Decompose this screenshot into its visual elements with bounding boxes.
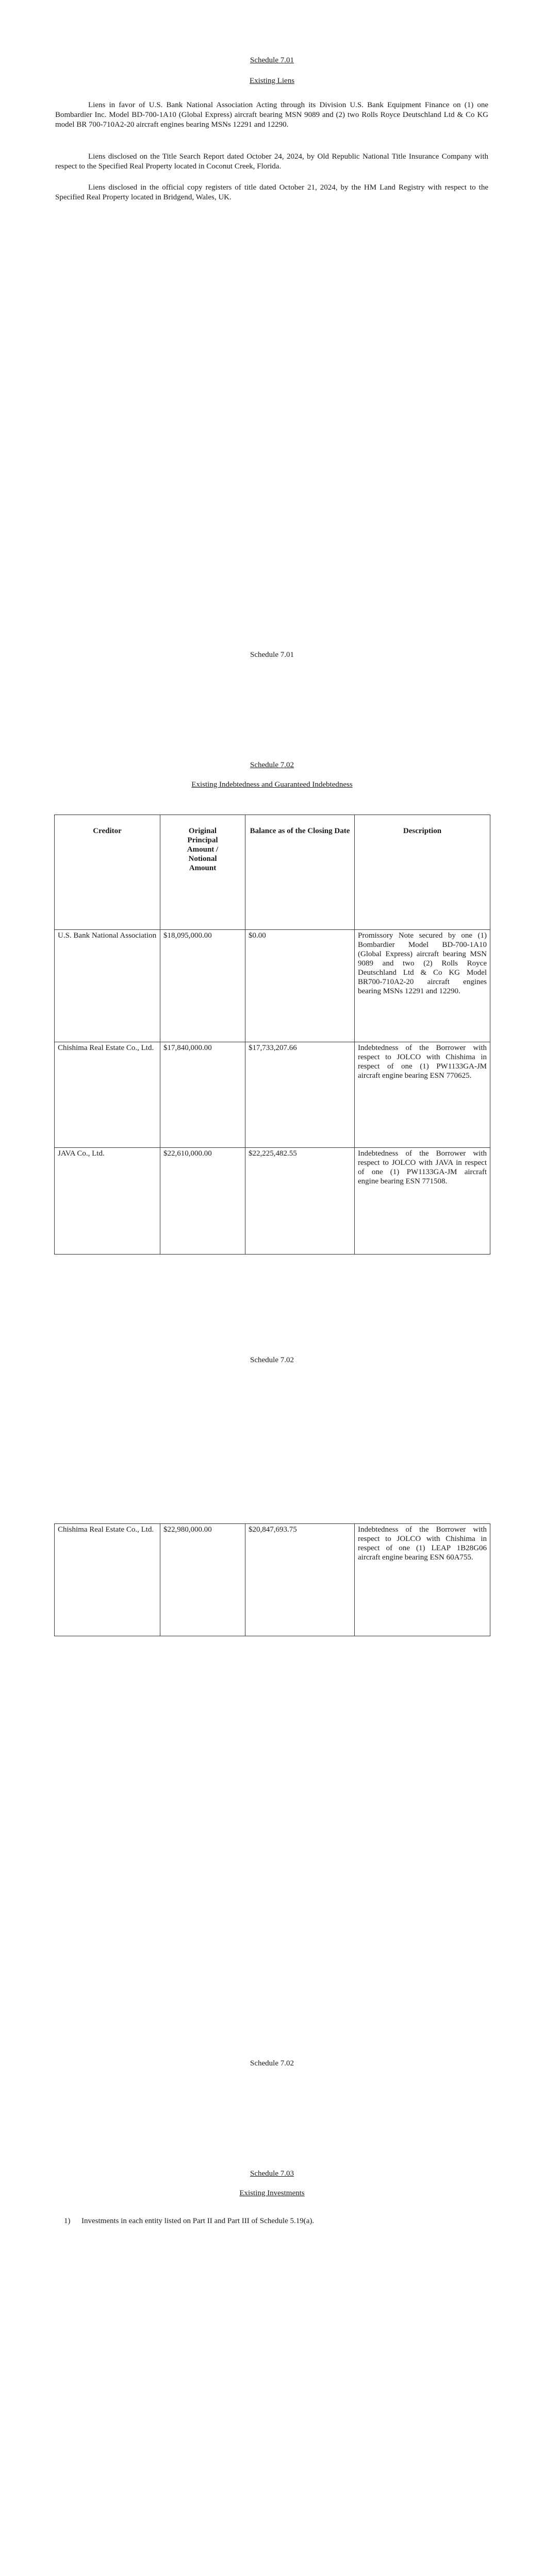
cell-principal: $22,610,000.00 — [160, 1148, 245, 1255]
header-creditor: Creditor — [55, 815, 160, 930]
table-row — [55, 930, 490, 1042]
cell-principal: $22,980,000.00 — [160, 1524, 245, 1636]
schedule-701-title: Schedule 7.01 — [250, 56, 294, 64]
lien-paragraph-3: Liens disclosed in the official copy registers of title dated October 21, 2024, by the HM Land Registry with respect to the Specified Real Property located in Bridgend, Wales, UK. — [55, 183, 488, 201]
cell-description: Indebtedness of the Borrower with respect to JOLCO with Chishima in respect of one (1) LEAP 1B28G06 aircraft engine bearing ESN 60A755. — [355, 1524, 490, 1636]
cell-description: Promissory Note secured by one (1) Bombardier Model BD-700-1A10 (Global Express) aircraft bearing MSN 9089 and two (2) Rolls Royce Deutschland Ltd & Co KG Model BR700-710A2-20 aircraft engines bearing MSNs 12291 and 12290. — [355, 930, 490, 1042]
schedule-701-footer: Schedule 7.01 — [250, 651, 294, 659]
indebtedness-table — [54, 815, 490, 1255]
schedule-702-footer-page1: Schedule 7.02 — [250, 1356, 294, 1364]
table-row — [55, 1042, 490, 1148]
cell-description: Indebtedness of the Borrower with respect to JOLCO with Chishima in respect of one (1) PW1133GA-JM aircraft engine bearing ESN 770625. — [355, 1042, 490, 1148]
cell-creditor: Chishima Real Estate Co., Ltd. — [55, 1042, 160, 1148]
schedule-702-subtitle: Existing Indebtedness and Guaranteed Indebtedness — [191, 781, 353, 789]
table-row — [55, 1524, 490, 1636]
indebtedness-table-continued — [54, 1523, 490, 1636]
table-header-row — [55, 815, 490, 930]
header-balance: Balance as of the Closing Date — [245, 815, 355, 930]
lien-paragraph-1: Liens in favor of U.S. Bank National Association Acting through its Division U.S. Bank Equipment Finance on (1) one Bombardier Inc. Model BD-700-1A10 (Global Express) aircraft bearing MSN 9089 and (2) two Rolls Royce Deutschland Ltd & Co KG model BR 700-710A2-20 aircraft engines bearing MSNs 12291 and 12290. — [55, 101, 488, 129]
schedule-702-title: Schedule 7.02 — [250, 761, 294, 769]
cell-balance: $0.00 — [245, 930, 355, 1042]
cell-principal: $17,840,000.00 — [160, 1042, 245, 1148]
cell-balance: $20,847,693.75 — [245, 1524, 355, 1636]
cell-principal: $18,095,000.00 — [160, 930, 245, 1042]
schedule-702-footer-page2: Schedule 7.02 — [250, 2059, 294, 2067]
cell-balance: $17,733,207.66 — [245, 1042, 355, 1148]
header-description: Description — [355, 815, 490, 930]
schedule-703-subtitle: Existing Investments — [239, 2189, 305, 2197]
table-row — [55, 1148, 490, 1255]
schedule-701-subtitle: Existing Liens — [249, 77, 295, 85]
header-principal: Original Principal Amount / Notional Amount — [160, 815, 245, 930]
cell-creditor: U.S. Bank National Association — [55, 930, 160, 1042]
cell-balance: $22,225,482.55 — [245, 1148, 355, 1255]
investment-item-number: 1) — [64, 2217, 71, 2225]
cell-creditor: Chishima Real Estate Co., Ltd. — [55, 1524, 160, 1636]
lien-paragraph-2: Liens disclosed on the Title Search Report dated October 24, 2024, by Old Republic National Title Insurance Company with respect to the Specified Real Property located in Coconut Creek, Florida. — [55, 152, 488, 171]
investment-item-text: Investments in each entity listed on Part II and Part III of Schedule 5.19(a). — [81, 2217, 315, 2225]
cell-creditor: JAVA Co., Ltd. — [55, 1148, 160, 1255]
cell-description: Indebtedness of the Borrower with respect to JOLCO with JAVA in respect of one (1) PW1133GA-JM aircraft engine bearing ESN 771508. — [355, 1148, 490, 1255]
schedule-703-title: Schedule 7.03 — [250, 2170, 294, 2178]
